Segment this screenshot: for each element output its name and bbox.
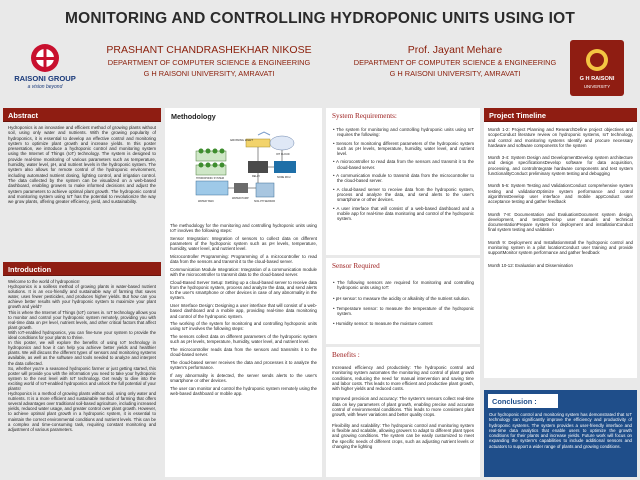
author-2-inst: G H RAISONI UNIVERSITY, AMRAVATI bbox=[389, 69, 521, 78]
system-requirements-section bbox=[326, 108, 480, 255]
project-timeline-heading: Project Timeline bbox=[484, 108, 637, 122]
methodology-paragraph: The microcontroller reads data from the sensors and transmits it to the cloud-based server. bbox=[170, 347, 317, 358]
introduction-heading: Introduction bbox=[3, 262, 161, 276]
author-2-name: Prof. Jayant Mehare bbox=[407, 44, 503, 56]
intro-paragraph: Hydroponics is a soilless method of growing plants in water-based nutrient solutions. It is an eco-friendly and sustainable way of farming that saves water, uses fewer pesticides, and produces higher yields. But how can you achieve better results with your hydroponic system to maximize your plant growth and yield? bbox=[8, 284, 156, 310]
methodology-paragraph: The sensors collect data on different parameters of the hydroponic system such as pH levels, temperature, humidity, water level, and nutrient level. bbox=[170, 334, 317, 345]
requirement-item: • Sensors for monitoring different parameters of the hydroponic system such as pH levels, temperature, humidity, water level, and nutrient level. bbox=[333, 140, 474, 157]
diagram-label-soil-ph-sensor: SOIL PH SENSOR bbox=[254, 200, 276, 203]
intro-paragraph: Hydroponics is a method of growing plants without soil, using only water and nutrients. It is a more efficient and sustainable method of farming that offers several advantages over traditional soil-based agriculture, including increased yields, reduced water usage, and greater control over plant growth. However, to achieve optimal plant growth in a hydroponic system, it is essential to maintain the correct environmental conditions and nutrient levels. This can be a complex and time-consuming task, requiring constant monitoring and adjustment of various parameters. bbox=[8, 391, 156, 432]
methodology-heading: Methodology bbox=[165, 108, 322, 122]
diagram-label-iot-cloud: IOT CLOUD bbox=[276, 153, 290, 156]
diagram-label-water-tank: WATER TANK bbox=[198, 200, 214, 203]
sensor-required-section bbox=[326, 258, 480, 344]
conclusion-heading: Conclusion : bbox=[488, 394, 558, 408]
methodology-paragraph: The user can monitor and control the hydroponic system remotely using the web-based dashboard or mobile app. bbox=[170, 385, 317, 396]
methodology-paragraph: If any abnormality is detected, the server sends alerts to the user's smartphone or other devices. bbox=[170, 372, 317, 384]
gh-raisoni-university-logo bbox=[568, 38, 626, 98]
introduction-section bbox=[3, 262, 161, 477]
benefits-section bbox=[326, 347, 480, 477]
benefit-paragraph: Flexibility and scalability: The hydroponic control and monitoring system is flexible and scalable, allowing growers to adapt to different plant types and growing conditions. The system can be easily customized to meet the specific needs of different crops, such as adjusting nutrient levels or changing the lighting bbox=[332, 422, 474, 449]
requirement-item: • A communication module to transmit data from the microcontroller to the cloud-based server. bbox=[333, 173, 475, 184]
timeline-item: Month 1-2: Project Planning and ResearchDefine project objectives and scopeConduct literature review on hydroponic systems, IoT technology, and control and monitoring systems Identify and procure necessary hardware and software components for the system bbox=[488, 127, 633, 148]
author-1-name: PRASHANT CHANDRASHEKHAR NIKOSE bbox=[106, 44, 312, 56]
timeline-item: Month 7-8: Documentation and EvaluationDocument system design, development, and testingDevelop user manuals and technical documentationPrepare system for deployment and installationConduct final system testing and validation bbox=[488, 211, 633, 233]
intro-paragraph: With IoT-enabled hydroponics, you can fine-tune your system to provide the ideal conditions for your plants to thrive. bbox=[8, 329, 156, 341]
methodology-paragraph: Microcontroller Programming: Programming of a microcontroller to read data from the sensors and transmit it to the cloud-based server. bbox=[170, 254, 317, 265]
poster-header bbox=[0, 0, 640, 104]
poster-title: MONITORING AND CONTROLLING HYDROPONIC UNITS USING IOT bbox=[64, 10, 576, 27]
diagram-label-node-mcu: NODE MCU bbox=[277, 176, 291, 179]
timeline-item: Month 9: Deployment and InstallationInstall the hydroponic control and monitoring system in a pilot locationConduct user training and provide supportMonitor system performance and gather feedback bbox=[488, 239, 633, 256]
intro-paragraph: In this poster, we will explore the benefits of using IoT technology in hydroponics and how it can help you achieve better yields and healthier plants. We will discuss the different types of sensors and monitoring systems available, as well as the software and tools needed to analyze and interpret the data collected. bbox=[8, 340, 156, 366]
methodology-paragraph: The working of the system for monitoring and controlling hydroponic units using IoT involves the following steps: bbox=[170, 321, 317, 332]
methodology-paragraph: Cloud-Based Server Setup: Setting up a cloud-based server to receive data from the hydroponic system, process and analyze the data, and send alerts to the user's smartphone or other devices in case of any abnormality in the system. bbox=[170, 279, 317, 301]
abstract-section bbox=[3, 108, 161, 259]
project-timeline-section bbox=[484, 108, 637, 378]
methodology-body bbox=[168, 223, 319, 475]
author-1-inst: G H RAISONI UNIVERSITY, AMRAVATI bbox=[143, 69, 275, 78]
methodology-paragraph: Communication Module Integration: Integration of a communication module with the microcontroller to transmit data to the cloud-based server. bbox=[170, 266, 317, 278]
raisoni-group-logo bbox=[6, 40, 84, 96]
abstract-text: Hydroponics is an innovative and efficient method of growing plants without soil, using only water and nutrients. With the growing popularity of hydroponics, it is essential to develop an effective control and monitoring system to optimize plant growth and increase yields. In this poster presentation, we introduce a hydroponic control and monitoring system using the Internet of Things (IoT) technology. The system is designed to provide real-time monitoring of various parameters such as temperature, humidity, water level, pH, and nutrient levels in the hydroponic system. The system also allows for remote control of the hydroponic environment, including automated nutrient dosing, lighting control, and irrigation control. The data collected by the system can be visualized on a web-based dashboard, enabling growers to make informed decisions and adjust the system parameters to achieve optimal plant growth. The hydroponic control and monitoring system using IoT has the potential to revolutionize the way we grow plants, offering greater efficiency, yield, and sustainability. bbox=[8, 125, 156, 205]
diagram-label-hydroponic-system: HYDROPONIC SYSTEM bbox=[196, 177, 224, 180]
methodology-paragraph: The cloud-based server receives the data and processes it to analyze the system's performance. bbox=[170, 359, 317, 371]
author-2-dept: DEPARTMENT OF COMPUTER SCIENCE & ENGINEERING bbox=[353, 58, 557, 67]
conclusion-section bbox=[484, 390, 637, 477]
benefit-paragraph: Improved precision and accuracy: The system's sensors collect real-time data on key parameters of plant growth, enabling precise and accurate control of environmental conditions. This leads to more consistent plant growth, with fewer variations and better quality crops. bbox=[332, 396, 474, 418]
sensor-item: • pH sensor: to measure the acidity or alkalinity of the nutrient solution. bbox=[333, 295, 470, 301]
logo-left-name: RAISONI GROUP bbox=[14, 74, 76, 83]
benefit-paragraph: Increased efficiency and productivity: The hydroponic control and monitoring system automates the monitoring and control of plant growth conditions, reducing the need for manual intervention and saving time and labor costs. This leads to more efficient and productive plant growth, with higher yields and reduced costs. bbox=[332, 365, 474, 392]
system-diagram bbox=[188, 131, 304, 207]
conclusion-text: Our hydroponic control and monitoring system has demonstrated that IoT technology can significantly improve the efficiency and productivity of hydroponic systems. The system provides a user-friendly interface and real-time data analytics that enable users to optimize the growth conditions for their plants and increase yields. Future work will focus on expanding the system's capabilities to include additional sensors and actuators to support a wider range of plants and growing conditions. bbox=[489, 412, 632, 449]
sensor-item: • Temperature sensor: to measure the temperature of the hydroponic system. bbox=[333, 305, 474, 317]
timeline-item: Month 5-6: System Testing and ValidationConduct comprehensive system testing and validationOptimize system performance and control algorithmsDevelop user interface and mobile appConduct user acceptance testing and gather feedback bbox=[488, 183, 633, 205]
methodology-paragraph: User Interface Design: Designing a user interface that will consist of a web-based dashboard and a mobile app, providing real-time data monitoring and control of the hydroponic system. bbox=[170, 303, 317, 319]
requirement-item: • A cloud-based server to receive data from the hydroponic system, process and analyze the data, and send alerts to the user's smartphone or other devices. bbox=[333, 186, 475, 203]
methodology-paragraph: The methodology for the monitoring and controlling hydroponic units using IoT involves the following steps: bbox=[170, 223, 317, 234]
logo-left-tagline: a vision beyond bbox=[27, 84, 63, 90]
requirement-item: • A user interface that will consist of a web-based dashboard and a mobile app for real-time data monitoring and control of the hydroponic system. bbox=[333, 205, 474, 222]
logo-right-sub: UNIVERSITY bbox=[583, 84, 611, 89]
intro-paragraph: Welcome to the world of hydroponics! bbox=[8, 279, 80, 284]
intro-paragraph: This is where the Internet of Things (IoT) comes in. IoT technology allows you to monitor and control your hydroponic system remotely, providing you with real-time data on pH level, nutrient levels, and other critical factors that affect plant growth. bbox=[8, 309, 156, 330]
intro-paragraph: So, whether you're a seasoned hydroponic farmer or just getting started, this poster will provide you with the information you need to take your hydroponic system to the next level with IoT technology. Get ready to dive into the exciting world of IoT-enabled hydroponics and unlock the full potential of your plants! bbox=[8, 365, 156, 391]
timeline-item: Month 3-4: System Design and DevelopmentDevelop system architecture and design specificationsDevelop software for data acquisition, processing, and controlIntegrate hardware components and test system functionalityConduct preliminary system testing and debugging bbox=[488, 155, 633, 177]
timeline-item: Month 10-12: Evaluation and Dissemination bbox=[488, 262, 573, 268]
sensor-item: • Humidity sensor: to measure the moisture content bbox=[333, 321, 433, 327]
author-1 bbox=[104, 44, 314, 79]
benefits-heading: Benefits : bbox=[326, 347, 480, 361]
methodology-paragraph: Sensor Integration: Integration of sensors to collect data on different parameters of the hydroponic system such as pH levels, temperature, humidity, water level, and nutrient level. bbox=[170, 235, 317, 252]
sensor-required-heading: Sensor Required bbox=[326, 258, 480, 272]
abstract-heading: Abstract bbox=[3, 108, 161, 122]
diagram-label-water-pump: WATER PUMP bbox=[232, 197, 249, 200]
author-2 bbox=[350, 44, 560, 79]
system-requirements-heading: System Requirements: bbox=[326, 108, 480, 122]
requirement-item: • A microcontroller to read data from the sensors and transmit it to the cloud-based server. bbox=[333, 159, 474, 170]
logo-right-text: G H RAISONI bbox=[579, 76, 615, 82]
diagram-label-relay: RELAY bbox=[252, 175, 261, 178]
requirement-item: • The system for monitoring and controlling hydroponic units using IoT requires the following: bbox=[333, 127, 474, 138]
author-1-dept: DEPARTMENT OF COMPUTER SCIENCE & ENGINEERING bbox=[107, 58, 311, 67]
sensor-item: • The following sensors are required for monitoring and controlling hydroponic units using IoT: bbox=[333, 280, 474, 291]
diagram-label-growing-light: GROWING LIGHT bbox=[230, 138, 253, 142]
